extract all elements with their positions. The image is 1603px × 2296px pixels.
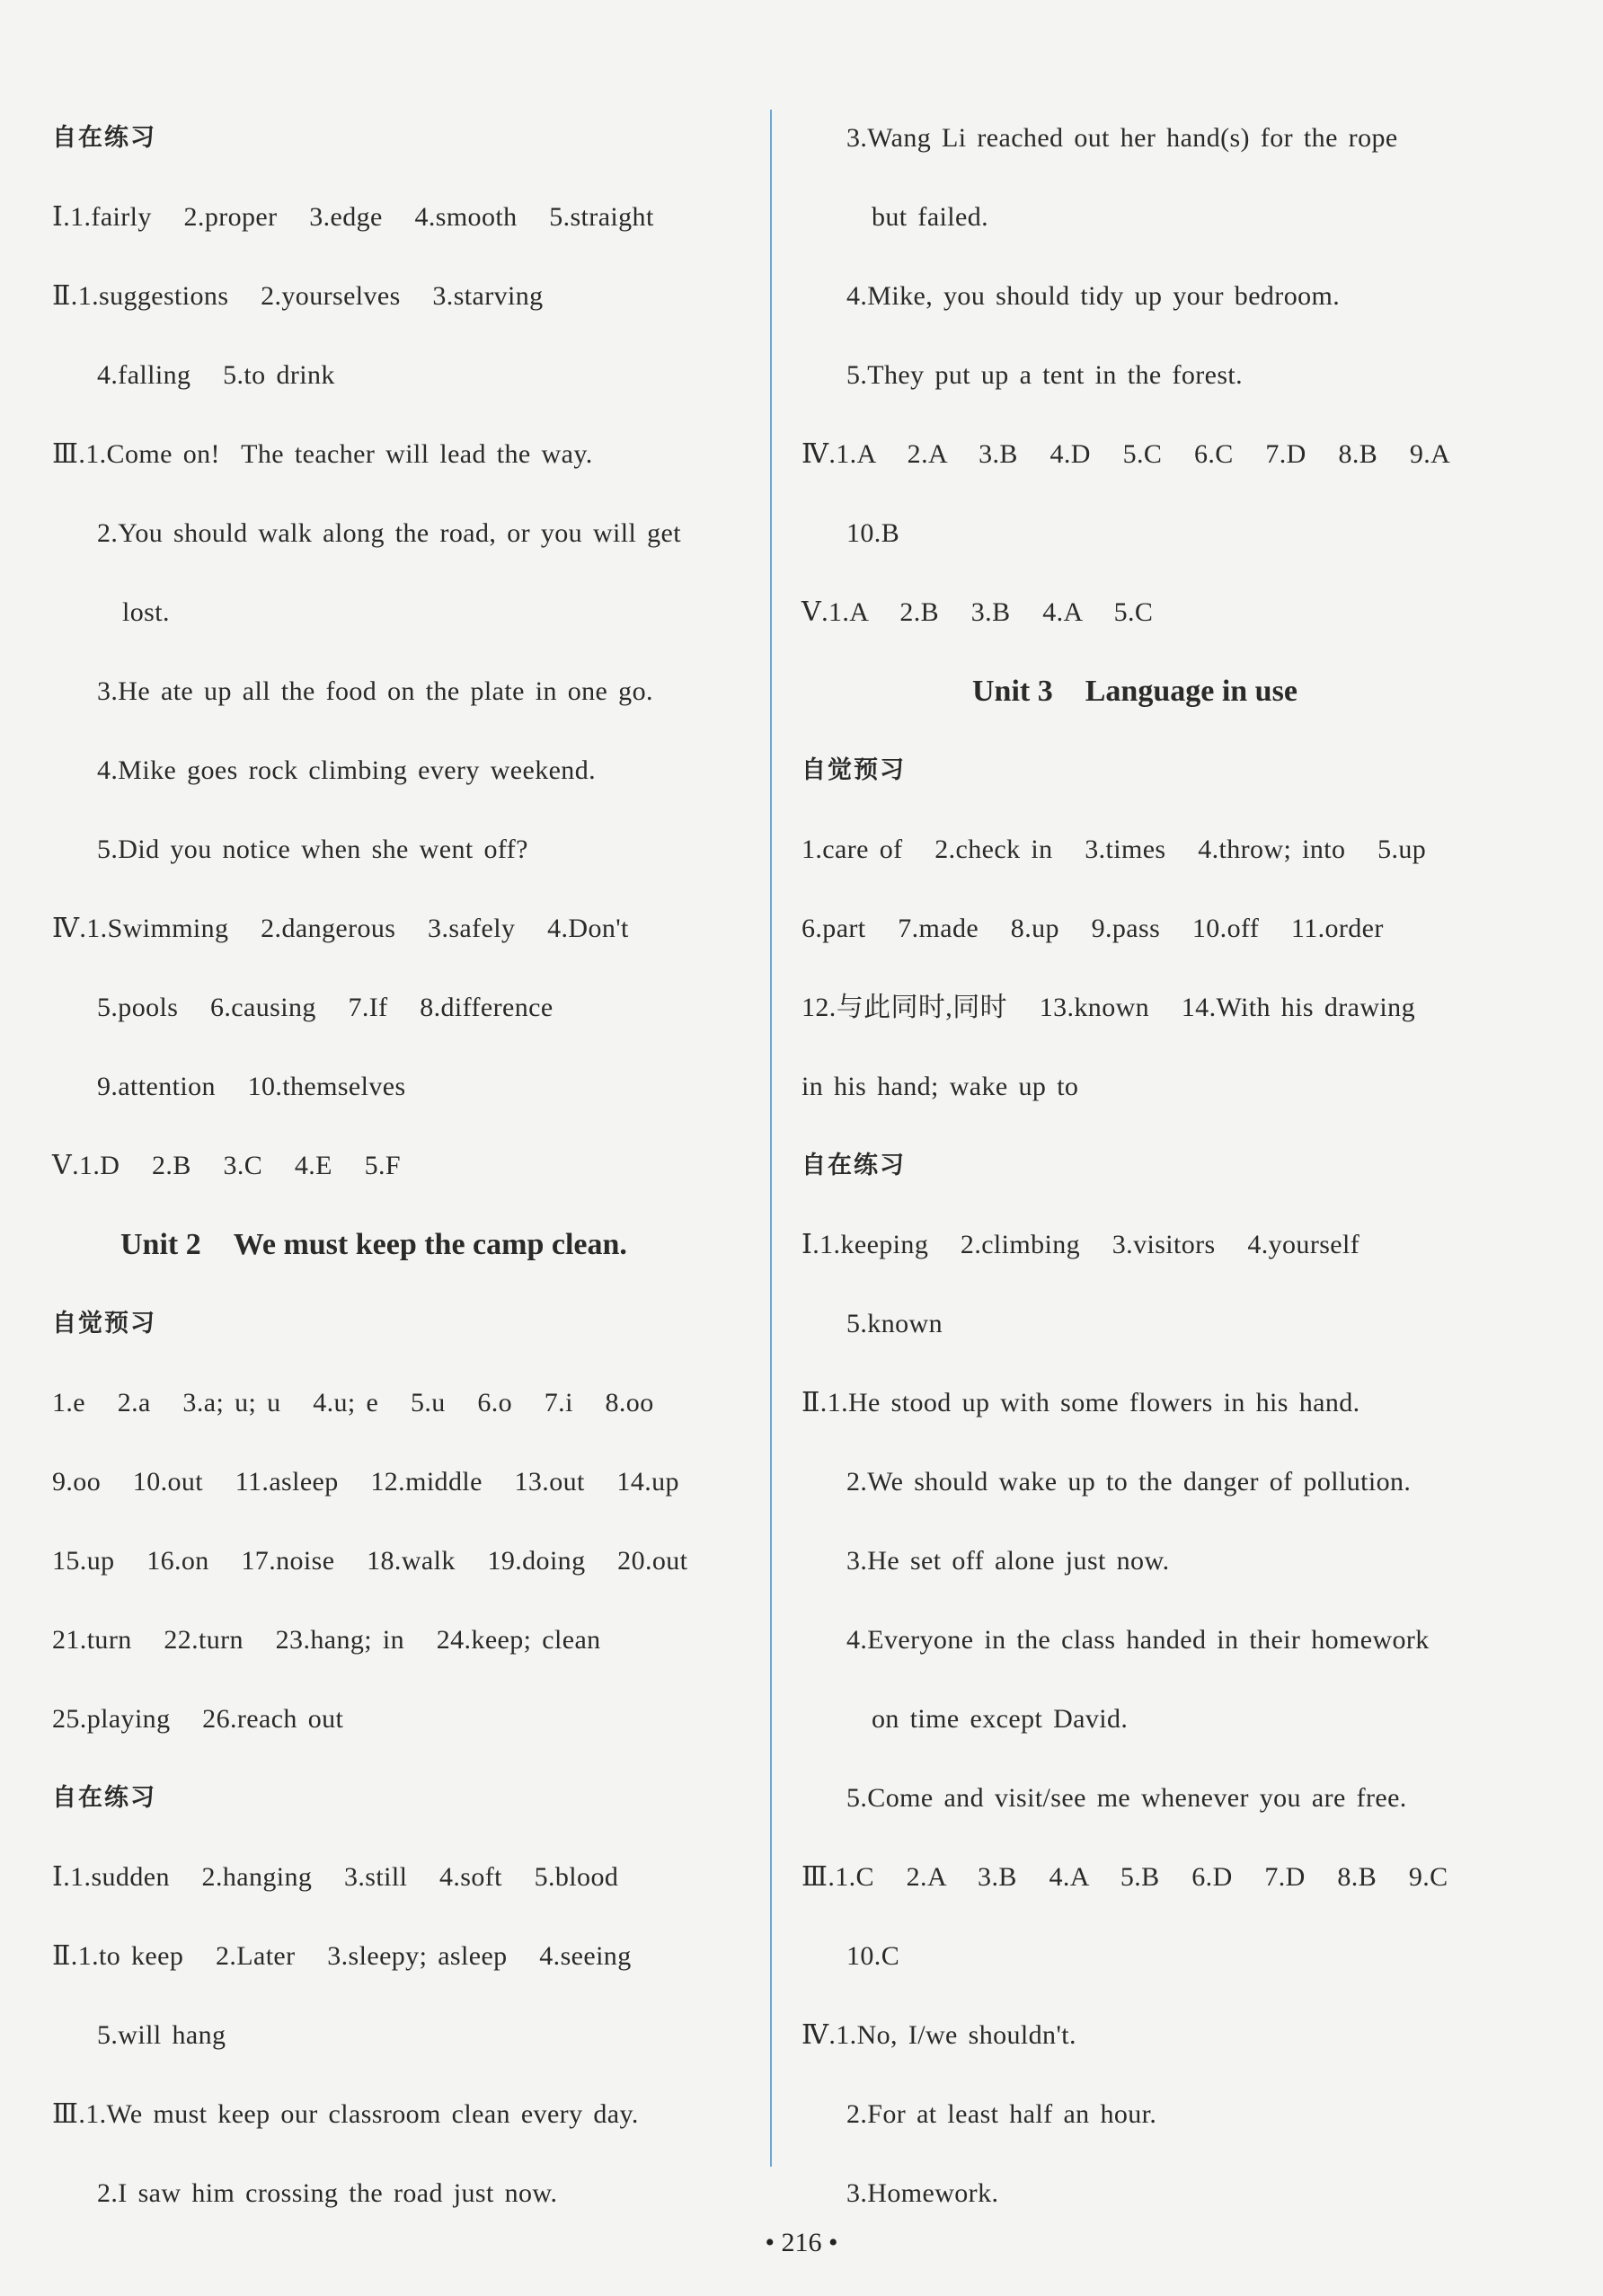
answer-line: Ⅲ.1.Come on! The teacher will lead the way.	[52, 439, 593, 469]
unit-title: We must keep the camp clean.	[233, 1228, 627, 1261]
answer-line: 1.care of 2.check in 3.times 4.throw; into 5.up	[802, 835, 1427, 864]
answer-line: Ⅱ.1.He stood up with some flowers in his hand.	[802, 1388, 1360, 1417]
answer-line: 4.Mike, you should tidy up your bedroom.	[846, 281, 1341, 311]
section-heading: 自在练习	[52, 1784, 156, 1812]
unit-title: Language in use	[1085, 675, 1297, 708]
answer-line: Ⅱ.1.suggestions 2.yourselves 3.starving	[52, 281, 544, 311]
unit-label: Unit 2	[120, 1228, 201, 1261]
answer-line: 2.For at least half an hour.	[846, 2099, 1157, 2129]
answer-line: Ⅳ.1.Swimming 2.dangerous 3.safely 4.Don't	[52, 914, 629, 943]
left-column	[52, 99, 771, 2233]
right-column	[802, 99, 1520, 2233]
answer-line: but failed.	[872, 202, 989, 232]
section-heading: 自觉预习	[802, 756, 906, 784]
answer-line: in his hand; wake up to	[802, 1072, 1079, 1101]
answer-line: 5.They put up a tent in the forest.	[846, 360, 1244, 390]
answer-line: 3.He set off alone just now.	[846, 1546, 1170, 1576]
answer-line: Ⅴ.1.D 2.B 3.C 4.E 5.F	[52, 1151, 401, 1180]
answer-line: 2.I saw him crossing the road just now.	[97, 2178, 558, 2208]
answer-line: 2.We should wake up to the danger of pollution.	[846, 1467, 1412, 1497]
answer-line: Ⅴ.1.A 2.B 3.B 4.A 5.C	[802, 597, 1154, 627]
section-heading: 自觉预习	[52, 1310, 156, 1338]
answer-line: 4.falling 5.to drink	[97, 360, 335, 390]
answer-line: Ⅳ.1.A 2.A 3.B 4.D 5.C 6.C 7.D 8.B 9.A	[802, 439, 1451, 469]
answer-line: 4.Everyone in the class handed in their homework	[846, 1625, 1430, 1655]
answer-line: 5.known	[846, 1309, 943, 1338]
answer-line: 21.turn 22.turn 23.hang; in 24.keep; clean	[52, 1625, 601, 1655]
section-heading: 自在练习	[802, 1152, 906, 1179]
answer-line: 5.will hang	[97, 2020, 226, 2050]
answer-line: 15.up 16.on 17.noise 18.walk 19.doing 20.out	[52, 1546, 688, 1576]
answer-line: lost.	[122, 597, 170, 627]
answer-line: 25.playing 26.reach out	[52, 1704, 344, 1734]
answer-line: 12.与此同时,同时 13.known 14.With his drawing	[802, 993, 1415, 1022]
column-divider	[770, 110, 772, 2167]
answer-line: 6.part 7.made 8.up 9.pass 10.off 11.order	[802, 914, 1384, 943]
answer-line: Ⅳ.1.No, I/we shouldn't.	[802, 2020, 1076, 2050]
unit-heading	[802, 652, 1520, 731]
answer-line: 5.pools 6.causing 7.If 8.difference	[97, 993, 554, 1022]
answer-line: Ⅰ.1.sudden 2.hanging 3.still 4.soft 5.blood	[52, 1862, 619, 1892]
answer-line: 9.oo 10.out 11.asleep 12.middle 13.out 14.up	[52, 1467, 679, 1497]
answer-line: on time except David.	[872, 1704, 1129, 1734]
answer-line: 1.e 2.a 3.a; u; u 4.u; e 5.u 6.o 7.i 8.oo	[52, 1388, 654, 1417]
answer-line: Ⅲ.1.We must keep our classroom clean every day.	[52, 2099, 639, 2129]
section-heading: 自在练习	[52, 124, 156, 152]
answer-line: 3.He ate up all the food on the plate in one go.	[97, 676, 653, 706]
answer-line: Ⅰ.1.keeping 2.climbing 3.visitors 4.yourself	[802, 1230, 1360, 1259]
unit-heading	[52, 1205, 771, 1285]
answer-line: 3.Homework.	[846, 2178, 999, 2208]
unit-label: Unit 3	[972, 675, 1053, 708]
answer-line: 9.attention 10.themselves	[97, 1072, 406, 1101]
answer-line: Ⅱ.1.to keep 2.Later 3.sleepy; asleep 4.seeing	[52, 1941, 632, 1971]
answer-line: 10.B	[846, 518, 900, 548]
answer-line: Ⅰ.1.fairly 2.proper 3.edge 4.smooth 5.straight	[52, 202, 654, 232]
answer-line: 2.You should walk along the road, or you will get	[97, 518, 682, 548]
answer-line: 3.Wang Li reached out her hand(s) for the rope	[846, 123, 1398, 153]
answer-line: 10.C	[846, 1941, 900, 1971]
answer-line: Ⅲ.1.C 2.A 3.B 4.A 5.B 6.D 7.D 8.B 9.C	[802, 1862, 1448, 1892]
page-number: • 216 •	[765, 2228, 838, 2257]
answer-line: 4.Mike goes rock climbing every weekend.	[97, 755, 597, 785]
answer-line: 5.Did you notice when she went off?	[97, 835, 528, 864]
answer-line: 5.Come and visit/see me whenever you are free.	[846, 1783, 1407, 1813]
